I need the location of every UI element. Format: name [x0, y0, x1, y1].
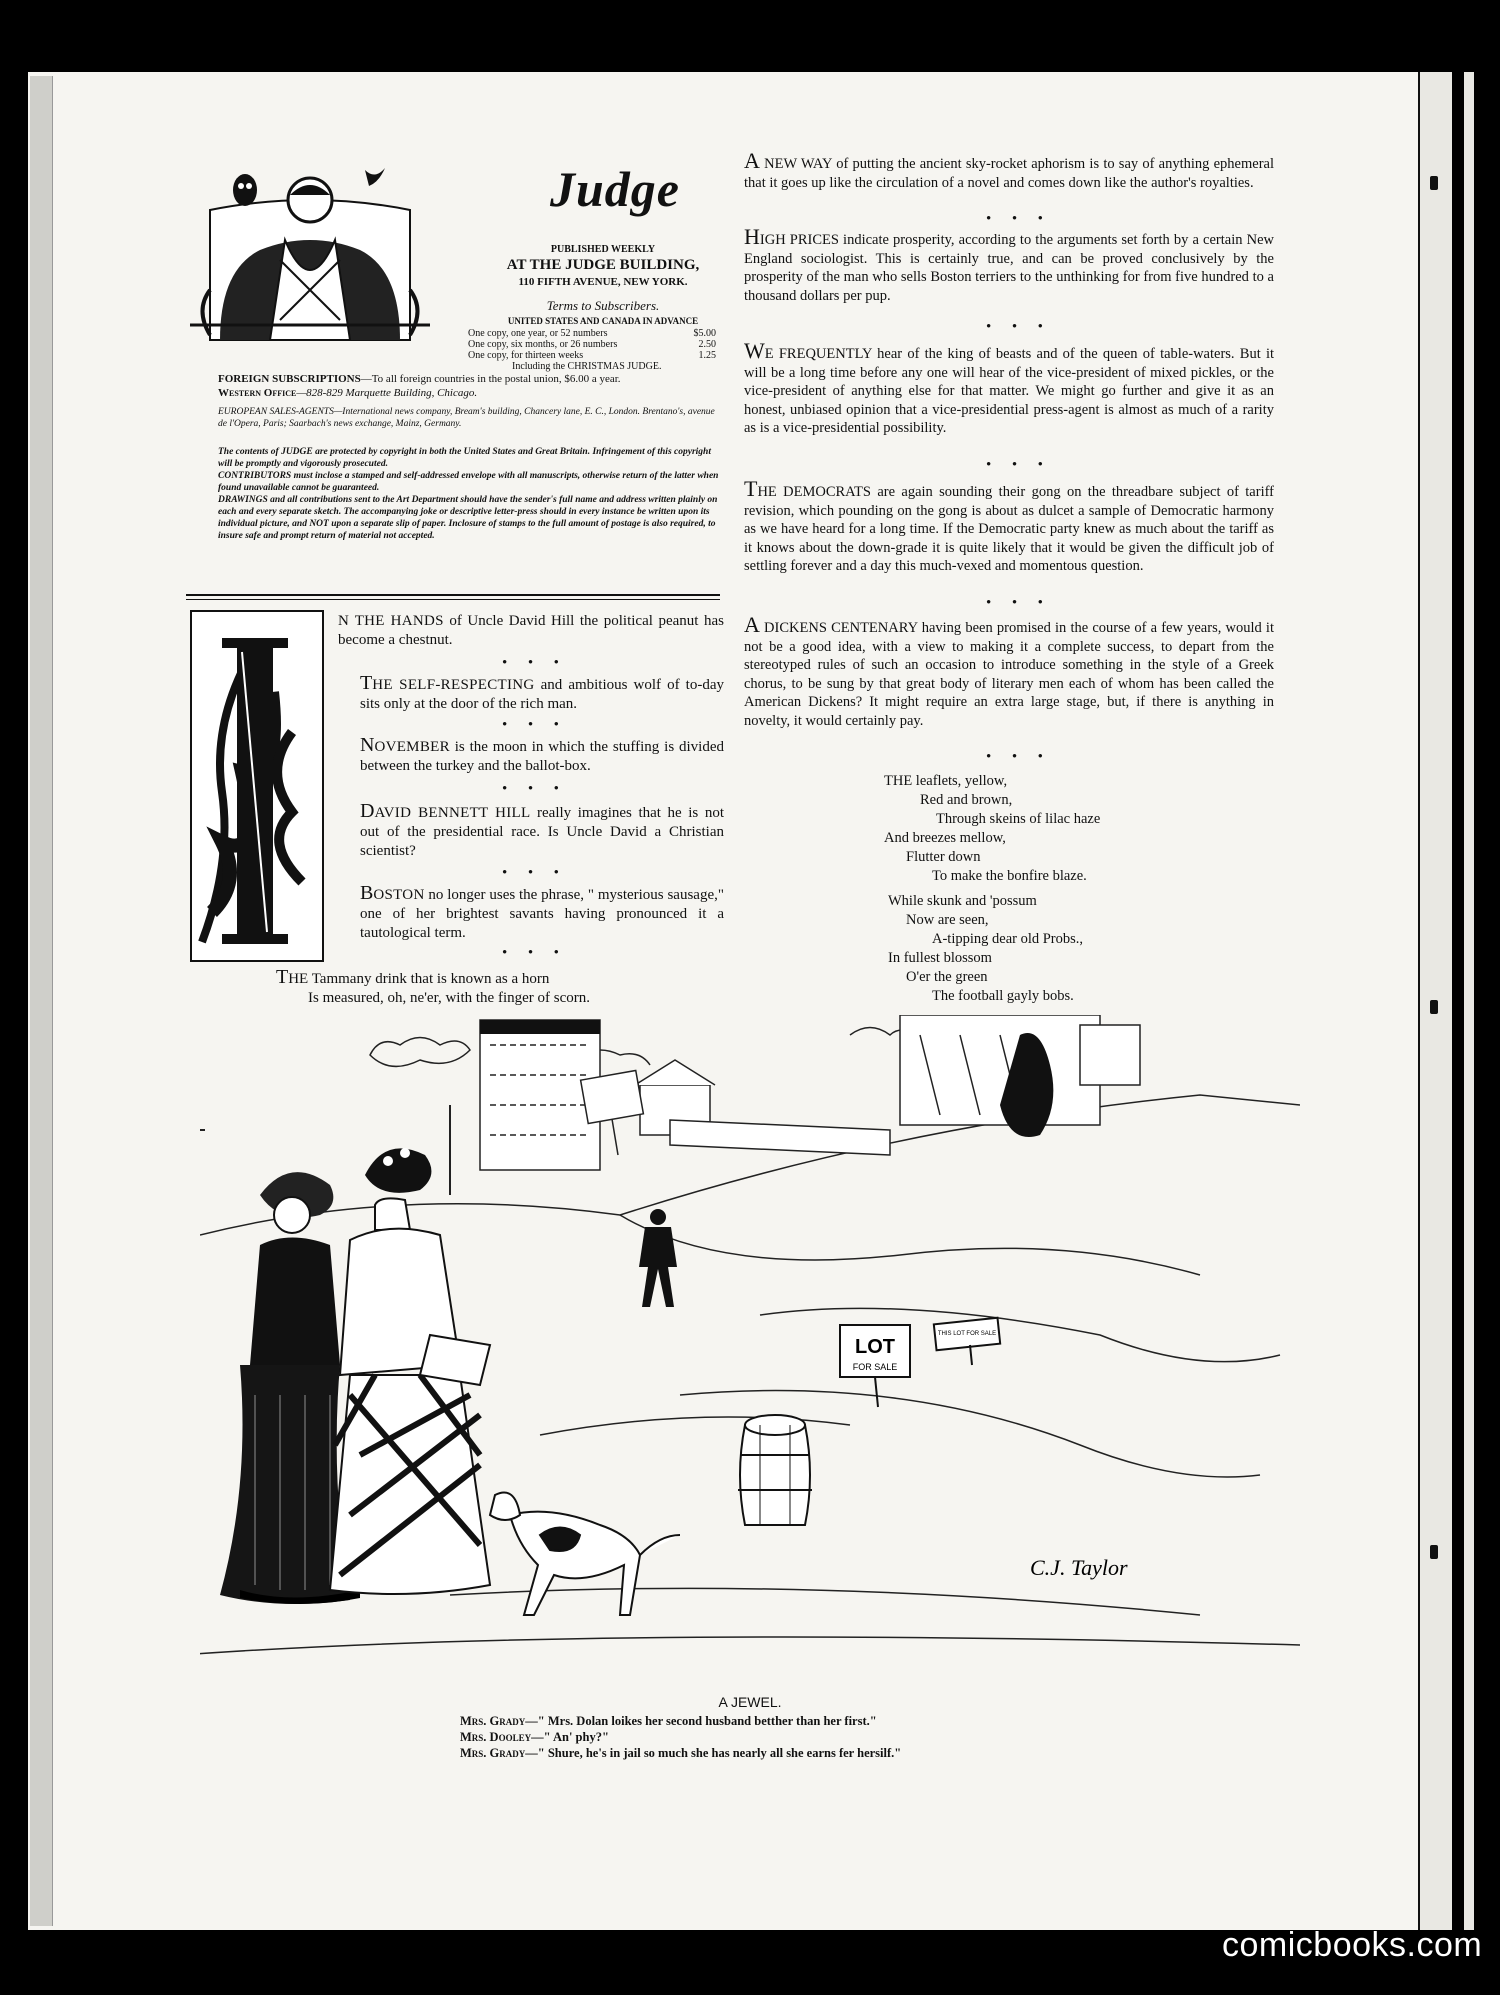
drawings-notice: DRAWINGS and all contributions sent to the Art Department should have the sender's full name and address written plainly on each and every separate sketch. The accompanying joke or descriptive letter-press should in every instance be written upon its individual picture, and NOT upon a separate slip of paper. Inclosure of stamps to the full amount of postage is also required, to insure safe and prompt return of material not accepted. — [218, 495, 718, 541]
binder-edge — [30, 76, 53, 1926]
drop-initial: T — [360, 672, 373, 694]
caption-line — [460, 1714, 877, 1729]
drop-initial: B — [360, 882, 374, 904]
western-label: Western Office — [218, 387, 297, 399]
caption-speaker: Mrs. Dooley — [460, 1730, 532, 1744]
us-canada-heading: UNITED STATES AND CANADA IN ADVANCE — [507, 316, 699, 326]
page-edge — [1464, 72, 1474, 1930]
contributors-notice: CONTRIBUTORS must inclose a stamped and self-addressed envelope with all manuscripts, otherwise return of the latter when found unavailable cannot be guaranteed. — [218, 471, 719, 493]
paragraph-text: and ambitious wolf of to-day sits only at the door of the rich man. — [360, 677, 724, 712]
verse-line: HE Tammany drink that is known as a horn — [288, 971, 550, 987]
paragraph-text: of putting the ancient sky-rocket aphorism is to say of anything ephemeral that it goes up like the circulation of a novel and comes down like the author's royalties. — [744, 156, 1274, 191]
separator-dots: • • • — [502, 780, 568, 795]
foreign-subscriptions — [218, 372, 718, 400]
copyright-notice: The contents of JUDGE are protected by copyright in both the United States and Great Britain. Infringement of this copyright will be promptly and vigorously prosecuted. — [218, 447, 711, 469]
verse-tammany — [276, 968, 726, 1008]
separator-dots: • • • — [986, 748, 1052, 763]
rate-price: 1.25 — [698, 350, 716, 361]
masthead-published: PUBLISHED WEEKLY — [550, 244, 656, 255]
rate-row — [468, 339, 716, 350]
caption-line — [460, 1730, 609, 1745]
paragraph-lead: OSTON — [373, 887, 425, 903]
paragraph-text: of Uncle David Hill the political peanut has become a chestnut. — [338, 613, 724, 648]
paragraph-lead: IGH PRICES — [759, 232, 839, 248]
cartoon-illustration — [200, 1015, 1300, 1655]
binding-mark — [1430, 176, 1438, 190]
masthead-building: AT THE JUDGE BUILDING, — [506, 257, 700, 273]
paragraph-wolf — [360, 674, 724, 714]
verse-line: Is measured, oh, ne'er, with the finger of scorn. — [308, 990, 591, 1006]
paragraph-high-prices — [744, 224, 1274, 305]
poem-line: Flutter down — [906, 849, 981, 865]
paragraph-lead: NEW WAY — [759, 156, 832, 172]
legal-notices — [218, 446, 723, 542]
caption-text: —" An' phy?" — [531, 1730, 609, 1744]
terms-heading: Terms to Subscribers. — [546, 298, 660, 313]
separator-dots: • • • — [986, 318, 1052, 333]
foreign-label: FOREIGN SUBSCRIPTIONS — [218, 373, 361, 385]
paragraph-lead: N THE HANDS — [338, 613, 444, 629]
drop-initial: W — [744, 338, 765, 363]
rate-price: $5.00 — [693, 328, 716, 339]
section-rule — [186, 599, 720, 600]
drop-initial: T — [276, 966, 289, 988]
paragraph-david-hill — [360, 802, 724, 861]
poem-line: To make the bonfire blaze. — [932, 868, 1087, 884]
drop-initial: A — [744, 148, 760, 173]
paragraph-dickens — [744, 612, 1274, 730]
caption-text: —" Mrs. Dolan loikes her second husband betther than her first." — [525, 1714, 877, 1728]
paragraph-lead: AVID BENNETT HILL — [374, 805, 531, 821]
paragraph-text: are again sounding their gong on the threadbare subject of tariff revision, which pounding on the gong is about as dulcet a sample of Democratic harmony as we have heard for a long time. If the Democratic party knew as much about the tariff as it knows about the down-grade it is quite likely that it would be given the difficult job of settling forever and a day this much-vexed and momentous question. — [744, 484, 1274, 574]
paragraph-lead: E FREQUENTLY — [764, 346, 872, 362]
separator-dots: • • • — [986, 456, 1052, 471]
rate-label: One copy, one year, or 52 numbers — [468, 328, 608, 339]
rate-price: 2.50 — [698, 339, 716, 350]
caption-speaker: Mrs. Grady — [460, 1746, 526, 1760]
foreign-text: —To all foreign countries in the postal union, $6.00 a year. — [360, 373, 621, 385]
caption-line — [460, 1746, 901, 1761]
rate-label: One copy, for thirteen weeks — [468, 350, 584, 361]
rate-row — [468, 350, 716, 361]
binding-mark — [1430, 1000, 1438, 1014]
paragraph-lead: DICKENS CENTENARY — [759, 620, 918, 636]
paragraph-text: really imagines that he is not out of the presidential race. Is Uncle David a Christian scientist? — [360, 805, 724, 859]
rates-note: Including the CHRISTMAS JUDGE. — [512, 361, 662, 372]
separator-dots: • • • — [502, 654, 568, 669]
paragraph-text: hear of the king of beasts and of the queen of table-waters. But it will be a long time before any one will hear of the vice-president of mixed pickles, or the vice-president of anything else for that matter. We might go further and give it as an honest, unbiased opinion that a vice-presidential press-agent is almost as much of a rarity as is a vice-presidential possibility. — [744, 346, 1275, 436]
drop-initial: N — [360, 734, 375, 756]
poem-line: The football gayly bobs. — [932, 988, 1074, 1004]
paragraph-text: having been promised in the course of a few years, would it not be a good idea, with a view to making it a complete success, to depart from the stereotyped rules of such an occasion to introduce something in the style of a Greek chorus, to be sung by that great body of literary men each of whom has been called the American Dickens? It might require an extra large stage, but, if there is anything in novelty, it would certainly pay. — [744, 620, 1274, 729]
poem-line: A-tipping dear old Probs., — [932, 931, 1084, 947]
paragraph-lead: OVEMBER — [374, 739, 450, 755]
drop-initial: A — [744, 612, 760, 637]
poem-line: While skunk and 'possum — [888, 893, 1037, 909]
poem-line: O'er the green — [906, 969, 988, 985]
paragraph-boston — [360, 884, 724, 943]
section-rule — [186, 594, 720, 596]
judge-masthead-illustration — [190, 150, 430, 350]
rate-label: One copy, six months, or 26 numbers — [468, 339, 618, 350]
separator-dots: • • • — [502, 716, 568, 731]
paragraph-text: no longer uses the phrase, " mysterious sausage," one of her brightest savants having pronounced it a tautological term. — [360, 887, 724, 941]
paragraph-hill — [338, 612, 724, 650]
rate-row — [468, 328, 716, 339]
site-watermark: comicbooks.com — [1222, 1926, 1483, 1964]
poem-autumn — [884, 772, 1100, 1006]
paragraph-november — [360, 736, 724, 776]
small-sign-text: THIS LOT FOR SALE — [937, 1331, 997, 1337]
subscription-rates — [468, 328, 716, 372]
paragraph-new-way — [744, 148, 1274, 192]
drop-initial: T — [744, 476, 758, 501]
drop-initial: D — [360, 800, 375, 822]
paragraph-text: is the moon in which the stuffing is divided between the turkey and the ballot-box. — [360, 739, 724, 774]
binding-mark — [1430, 1545, 1438, 1559]
caption-text: —" Shure, he's in jail so much she has nearly all she earns fer hersilf." — [525, 1746, 902, 1760]
paragraph-democrats — [744, 476, 1274, 576]
paragraph-lead: HE DEMOCRATS — [757, 484, 871, 500]
paragraph-we-frequently — [744, 338, 1275, 438]
masthead-title: Judge — [550, 161, 680, 217]
poem-line: Through skeins of lilac haze — [936, 811, 1101, 827]
caption-speaker: Mrs. Grady — [460, 1714, 526, 1728]
illuminated-letter-i — [190, 610, 324, 962]
drop-initial: H — [744, 224, 760, 249]
separator-dots: • • • — [986, 210, 1052, 225]
poem-line: Red and brown, — [920, 792, 1013, 808]
separator-dots: • • • — [502, 864, 568, 879]
separator-dots: • • • — [502, 944, 568, 959]
paragraph-text: indicate prosperity, according to the arguments set forth by a certain New England sociologist. This is certainly true, and can be proved conclusively by the prosperity of the man who sells Boston terriers to the unthinking for from five hundred to a thousand dollars per pup. — [744, 232, 1274, 304]
lot-sign-text: LOT — [855, 1336, 895, 1358]
for-sale-text: FOR SALE — [852, 1362, 898, 1372]
cartoon-title: A JEWEL. — [718, 1694, 782, 1710]
poem-line: Now are seen, — [906, 912, 989, 928]
separator-dots: • • • — [986, 594, 1052, 609]
poem-line: THE leaflets, yellow, — [884, 773, 1008, 789]
poem-line: And breezes mellow, — [884, 830, 1006, 846]
european-agents: EUROPEAN SALES-AGENTS—International news company, Bream's building, Chancery lane, E. C., London. Brentano's, avenue de l'Opera, Paris; Saarbach's news exchange, Mainz, Germany. — [218, 407, 715, 429]
western-text: —828-829 Marquette Building, Chicago. — [296, 387, 478, 399]
paragraph-lead: HE SELF-RESPECTING — [372, 677, 535, 693]
poem-line: In fullest blossom — [888, 950, 992, 966]
artist-signature: C.J. Taylor — [1030, 1555, 1128, 1580]
masthead-address: 110 FIFTH AVENUE, NEW YORK. — [518, 276, 688, 288]
